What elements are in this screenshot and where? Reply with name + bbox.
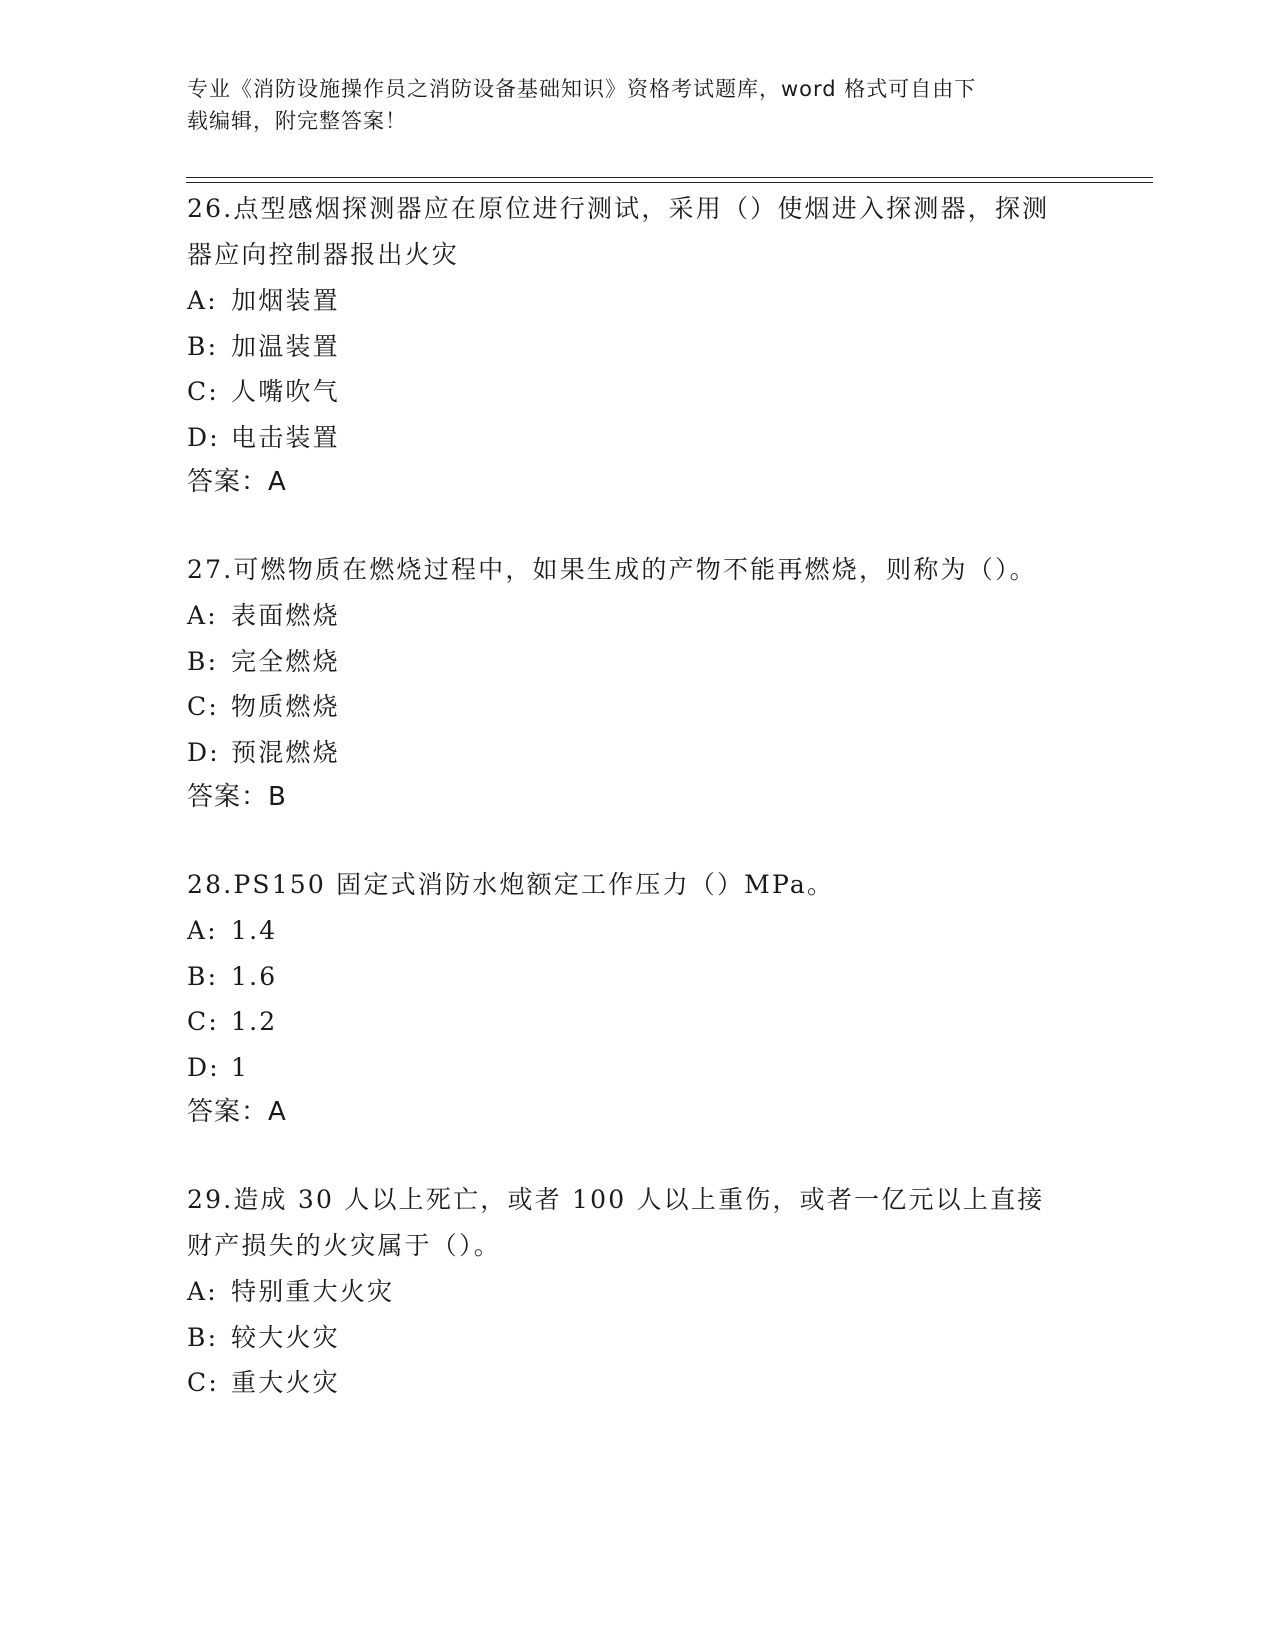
option-d [187,1045,1087,1091]
option-c [187,999,1087,1045]
question-stem: 26.点型感烟探测器应在原位进行测试，采用（）使烟进入探测器，探测器应向控制器报出火灾 [187,194,1050,269]
option-letter: D: [187,422,220,452]
option-letter: A: [187,1277,218,1306]
option-letter: B: [187,646,219,676]
option-b [187,1315,1087,1361]
question-stem: 28.PS150 固定式消防水炮额定工作压力（）MPa。 [187,870,835,899]
option-text: 表面燃烧 [231,601,340,630]
option-a [187,908,1087,954]
answer-line: 答案：A [187,467,287,497]
option-text: 较大火灾 [231,1322,340,1352]
option-text: 1.4 [231,916,278,945]
option-text: 重大火灾 [231,1368,340,1397]
question-stem: 29.造成 30 人以上死亡，或者 100 人以上重伤，或者一亿元以上直接财产损失的火灾属于（）。 [187,1185,1045,1260]
option-letter: D: [187,737,220,767]
option-text: 特别重大火灾 [231,1277,395,1306]
option-letter: B: [187,331,219,361]
question-stem: 27.可燃物质在燃烧过程中，如果生成的产物不能再燃烧，则称为（）。 [187,555,1037,584]
header-title-line-2: 载编辑，附完整答案！ [187,109,407,133]
question-26 [187,186,1087,505]
option-text: 1.6 [231,961,278,991]
option-text: 加烟装置 [231,286,340,315]
option-text: 物质燃烧 [231,692,340,721]
option-letter: B: [187,961,219,991]
option-c [187,369,1087,415]
option-b [187,639,1087,685]
option-letter: C: [187,692,219,721]
option-letter: C: [187,1007,219,1036]
option-b [187,324,1087,370]
option-b [187,954,1087,1000]
option-text: 完全燃烧 [231,646,340,676]
option-letter: C: [187,377,219,406]
option-d [187,730,1087,776]
question-28 [187,862,1087,1135]
option-text: 1.2 [231,1007,278,1036]
option-letter: C: [187,1368,219,1397]
option-a [187,593,1087,639]
question-27 [187,547,1087,820]
question-list [187,186,1087,1448]
option-c [187,684,1087,730]
option-letter: D: [187,1052,220,1082]
header-divider-bottom [186,182,1153,183]
option-letter: A: [187,286,218,315]
header-divider-top [186,177,1153,178]
answer-line: 答案：A [187,1097,287,1127]
document-header [187,73,1067,137]
option-letter: B: [187,1322,219,1352]
option-d [187,415,1087,461]
option-c [187,1360,1087,1406]
option-text: 人嘴吹气 [231,377,340,406]
option-text: 电击装置 [231,422,340,452]
option-a [187,1269,1087,1315]
option-text: 1 [231,1052,250,1082]
header-title-line-1: 专业《消防设施操作员之消防设备基础知识》资格考试题库，word 格式可自由下 [187,77,977,101]
option-letter: A: [187,601,218,630]
option-letter: A: [187,916,218,945]
option-text: 加温装置 [231,331,340,361]
answer-line: 答案：B [187,782,287,812]
question-29 [187,1177,1087,1406]
option-text: 预混燃烧 [231,737,340,767]
option-a [187,278,1087,324]
